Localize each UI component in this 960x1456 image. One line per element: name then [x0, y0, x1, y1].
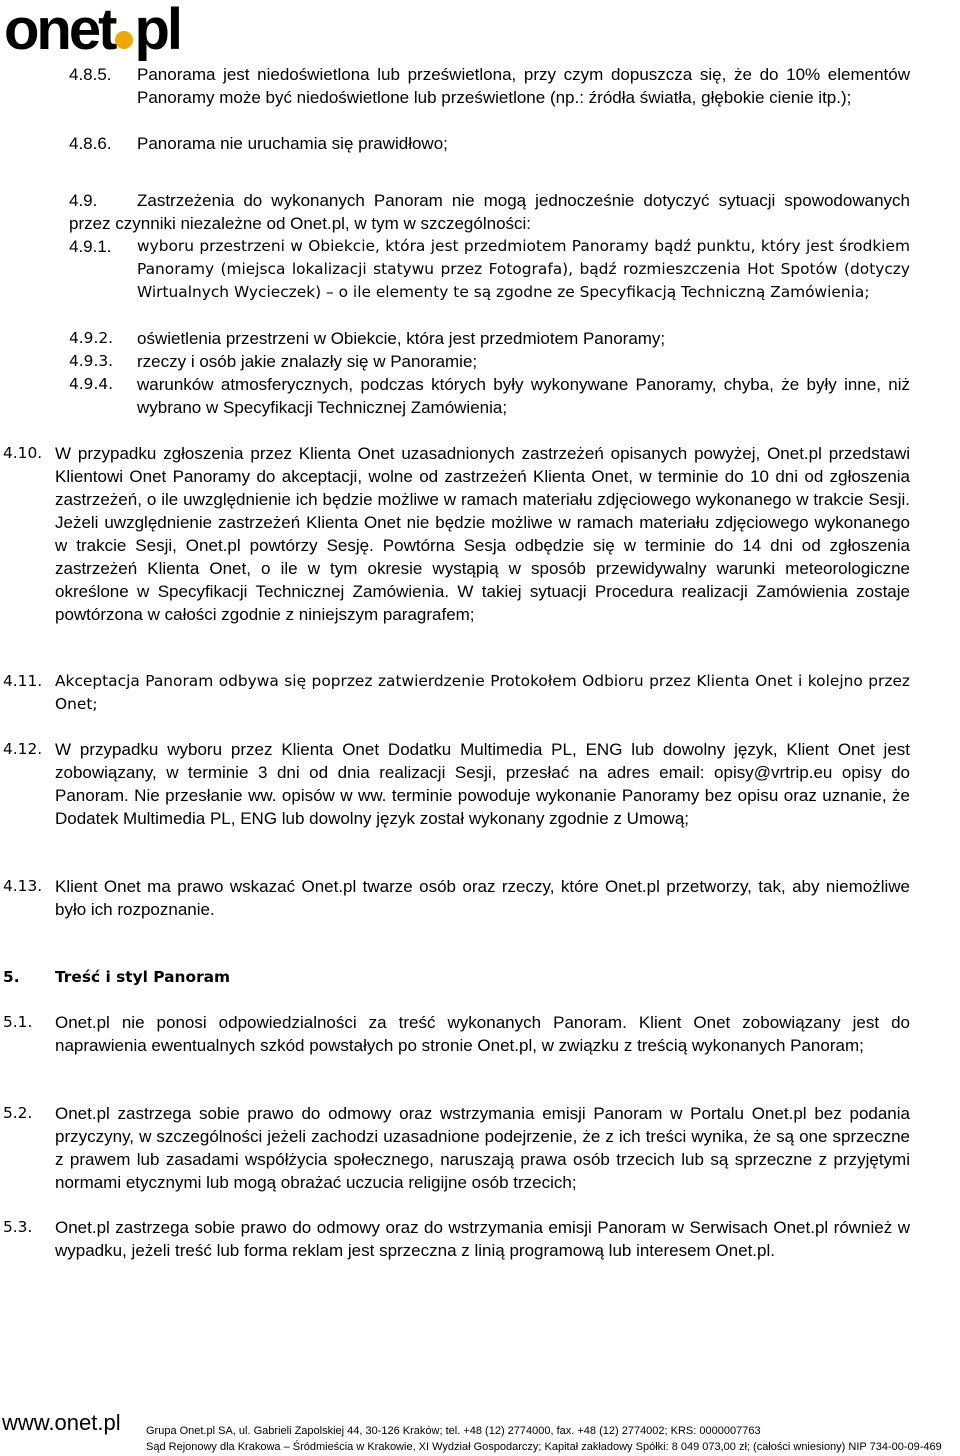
footer-registry-info: Sąd Rejonowy dla Krakowa – Śródmieścia w Krakowie, XI Wydział Gospodarczy; Kapitał zakładowy Spółki: 8 049 073,00 zł; (całości wniesiony) NIP 734-00-09-469: [146, 1441, 942, 1453]
item-text: Onet.pl zastrzega sobie prawo do odmowy oraz do wstrzymania emisji Panoram w Serwisach Onet.pl również w wypadku, jeżeli treść lub forma reklam jest sprzeczna z linią programową lub interesem Onet.pl.: [55, 1218, 910, 1260]
onet-logo: [4, 0, 180, 60]
item-number: 4.10.: [3, 444, 43, 462]
item-number: 4.13.: [3, 877, 43, 895]
item-number: 5.1.: [3, 1013, 33, 1031]
item-number: 5.3.: [3, 1218, 33, 1236]
footer-url: www.onet.pl: [2, 1410, 121, 1435]
item-text: oświetlenia przestrzeni w Obiekcie, która jest przedmiotem Panoramy;: [137, 329, 666, 348]
item-number: 4.9.: [69, 191, 98, 210]
section-heading: Treść i styl Panoram: [55, 968, 231, 986]
section-number: 5.: [3, 968, 20, 986]
logo-text-onet: onet: [4, 0, 115, 62]
item-text: warunków atmosferycznych, podczas których były wykonywane Panoramy, chyba, że były inne, niż wybrano w Specyfikacji Technicznej Zamówienia;: [137, 375, 910, 417]
item-text: Panorama nie uruchamia się prawidłowo;: [137, 134, 448, 153]
logo-dot-icon: [115, 31, 133, 49]
item-text: wyboru przestrzeni w Obiekcie, która jest przedmiotem Panoramy bądź punktu, który jest środkiem Panoramy (miejsca lokalizacji statywu przez Fotografa), bądź rozmieszczenia Hot Spotów (dotyczy Wirtualnych Wycieczek) – o ile elementy te są zgodne ze Specyfikacją Techniczną Zamówienia;: [137, 237, 910, 301]
footer-company-info: Grupa Onet.pl SA, ul. Gabrieli Zapolskiej 44, 30-126 Kraków; tel. +48 (12) 2774000, fax. +48 (12) 2774002; KRS: 0000007763: [146, 1425, 761, 1437]
item-number: 4.9.1.: [69, 237, 112, 256]
item-text: Onet.pl zastrzega sobie prawo do odmowy oraz wstrzymania emisji Panoram w Portalu Onet.pl bez podania przyczyny, w szczególności jeżeli zachodzi uzasadnione podejrzenie, że z ich treści wynika, że są one sprzeczne z prawem lub zasadami współżycia społecznego, naruszają prawa osób trzecich lub są sprzeczne z przyjętymi normami etycznymi lub mogą obrażać uczucia religijne osób trzecich;: [55, 1104, 910, 1192]
item-text: Zastrzeżenia do wykonanych Panoram nie mogą jednocześnie dotyczyć sytuacji spowodowanych przez czynniki niezależne od Onet.pl, w tym w szczególności:: [69, 191, 910, 233]
item-text: Klient Onet ma prawo wskazać Onet.pl twarze osób oraz rzeczy, które Onet.pl przetworzy, tak, aby niemożliwe było ich rozpoznanie.: [55, 877, 910, 919]
item-text: W przypadku zgłoszenia przez Klienta Onet uzasadnionych zastrzeżeń opisanych powyżej, Onet.pl przedstawi Klientowi Onet Panoramy do akceptacji, wolne od zastrzeżeń Klienta Onet, w terminie do 10 dni od zgłoszenia zastrzeżeń, o ile uwzględnienie ich będzie możliwe w ramach materiału zdjęciowego wykonanego w trakcie Sesji. Jeżeli uwzględnienie zastrzeżeń Klienta Onet nie będzie możliwe w ramach materiału zdjęciowego wykonanego w trakcie Sesji, Onet.pl powtórzy Sesję. Powtórna Sesja odbędzie się w terminie do 14 dni od zgłoszenia zastrzeżeń Klienta Onet, o ile w tym okresie wystąpią w sposób przewidywalny warunki meteorologiczne określone w Specyfikacji Technicznej Zamówienia. W takiej sytuacji Procedura realizacji Zamówienia zostaje powtórzona w całości zgodnie z niniejszym paragrafem;: [55, 444, 910, 624]
item-number: 4.9.4.: [69, 375, 114, 393]
item-number: 4.12.: [3, 740, 43, 758]
item-text: Onet.pl nie ponosi odpowiedzialności za treść wykonanych Panoram. Klient Onet zobowiązany jest do naprawienia ewentualnych szkód powstałych po stronie Onet.pl, w związku z treścią wykonanych Panoram;: [55, 1013, 910, 1055]
item-number: 4.9.3.: [69, 352, 114, 370]
item-text: W przypadku wyboru przez Klienta Onet Dodatku Multimedia PL, ENG lub dowolny język, Klient Onet jest zobowiązany, w terminie 3 dni od dnia realizacji Sesji, przesłać na adres email: opisy@vrtrip.eu opisy do Panoram. Nie przesłanie ww. opisów w ww. terminie powoduje wykonanie Panoramy bez opisu oraz uznanie, że Dodatek Multimedia PL, ENG lub dowolny język został wykonany zgodnie z Umową;: [55, 740, 910, 828]
item-text: Akceptacja Panoram odbywa się poprzez zatwierdzenie Protokołem Odbioru przez Klienta Onet i kolejno przez Onet;: [55, 672, 910, 713]
item-text: Panorama jest niedoświetlona lub prześwietlona, przy czym dopuszcza się, że do 10% elementów Panoramy może być niedoświetlone lub prześwietlone (np.: źródła światła, głębokie cienie itp.);: [137, 65, 910, 107]
item-number: 4.11.: [3, 672, 43, 690]
item-number: 4.8.6.: [69, 134, 112, 153]
logo-text-pl: pl: [134, 0, 180, 62]
item-text: rzeczy i osób jakie znalazły się w Panoramie;: [137, 352, 478, 371]
item-number: 4.9.2.: [69, 329, 114, 347]
item-number: 4.8.5.: [69, 65, 112, 84]
item-number: 5.2.: [3, 1104, 33, 1122]
